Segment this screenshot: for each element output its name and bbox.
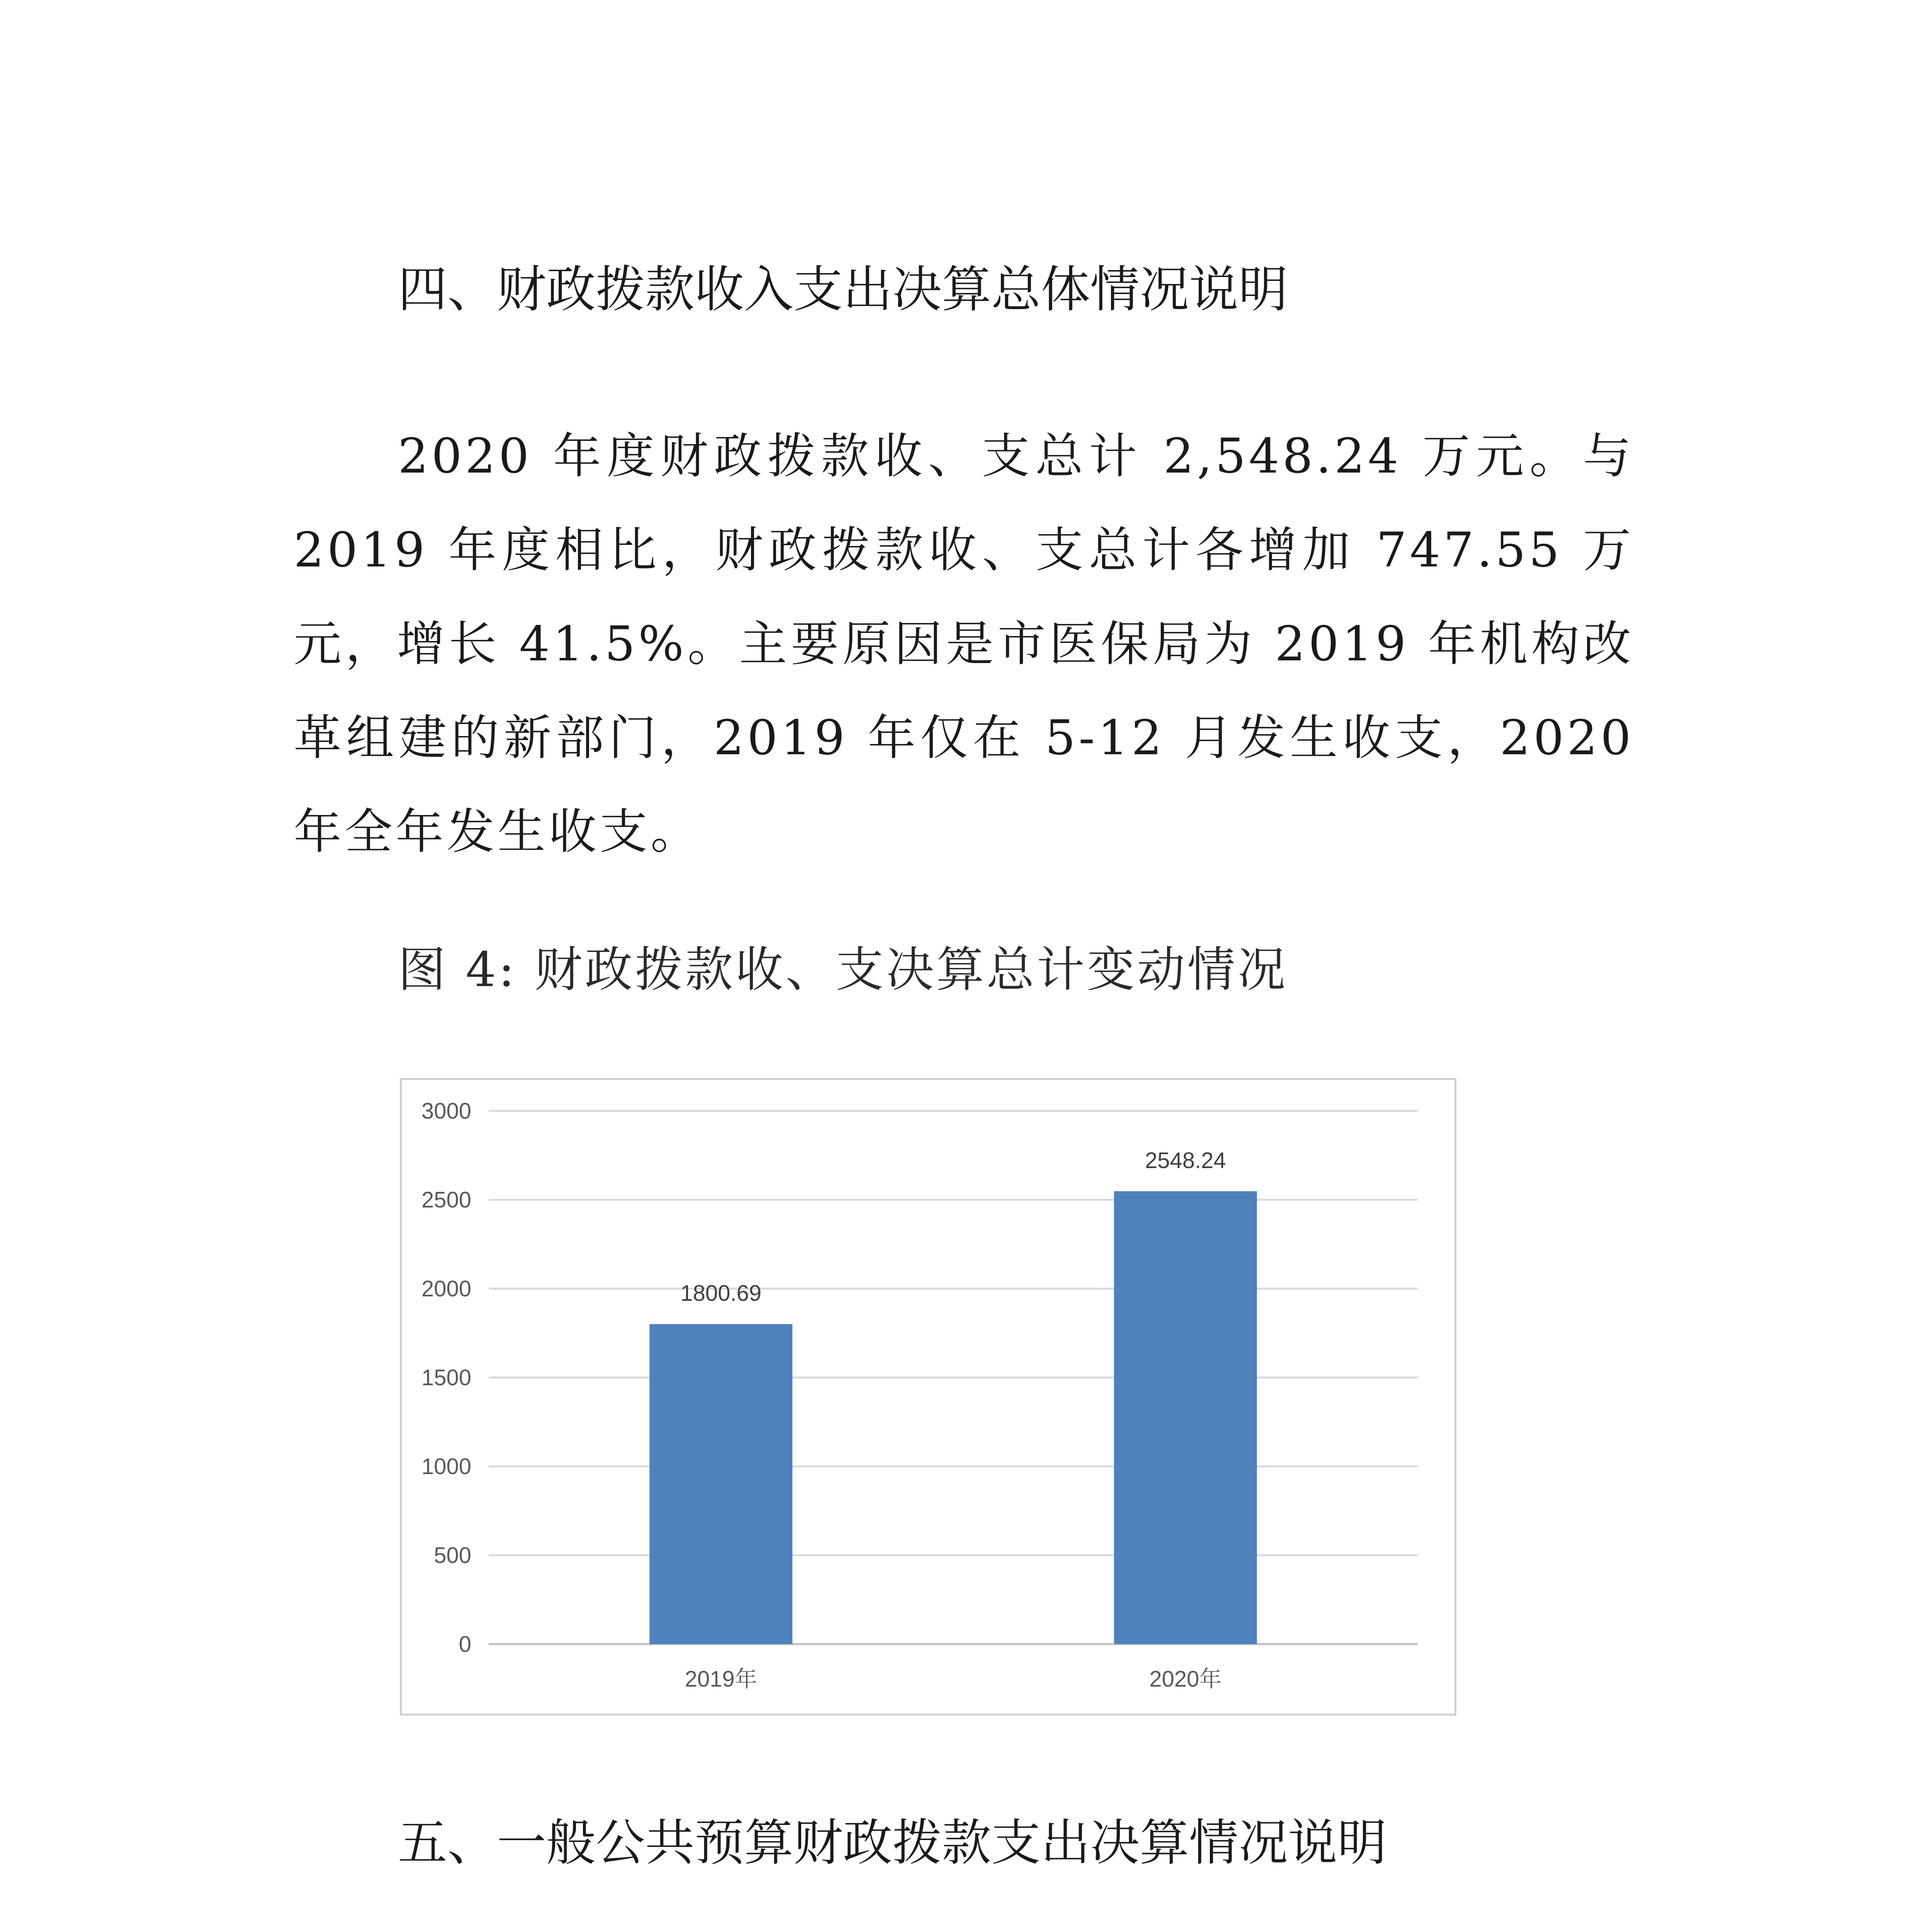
bar-chart-figure-4 (400, 1078, 1456, 1716)
y-tick-label: 2500 (421, 1187, 471, 1213)
section-4-paragraph (294, 410, 1634, 879)
data-label: 1800.69 (680, 1281, 762, 1306)
x-category-label: 2020年 (1149, 1667, 1222, 1692)
y-tick-label: 0 (459, 1632, 471, 1657)
bar-2019年 (649, 1324, 792, 1644)
y-tick-label: 500 (434, 1543, 471, 1568)
y-tick-label: 2000 (421, 1276, 471, 1301)
section-4-heading: 四、财政拨款收入支出决算总体情况说明 (398, 261, 1288, 318)
bar-chart-svg (402, 1080, 1454, 1714)
data-label: 2548.24 (1145, 1148, 1226, 1173)
bar-2020年 (1114, 1191, 1257, 1644)
figure-4-caption: 图 4: 财政拨款收、支决算总计变动情况 (398, 942, 1288, 998)
section-5-heading: 五、一般公共预算财政拨款支出决算情况说明 (398, 1814, 1387, 1872)
y-tick-label: 1000 (421, 1454, 471, 1479)
y-tick-label: 3000 (421, 1099, 471, 1124)
y-tick-label: 1500 (421, 1365, 471, 1390)
section-4-paragraph-text: 2020 年度财政拨款收、支总计 2,548.24 万元。与 2019 年度相比，财政拨款收、支总计各增加 747.55 万元，增长 41.5%。主要原因是市医保局为 2019 年机构改革组建的新部门，2019 年仅在 5-12 月发生收支，2020 年全年发生收支。 (294, 429, 1634, 860)
x-category-label: 2019年 (685, 1667, 757, 1692)
